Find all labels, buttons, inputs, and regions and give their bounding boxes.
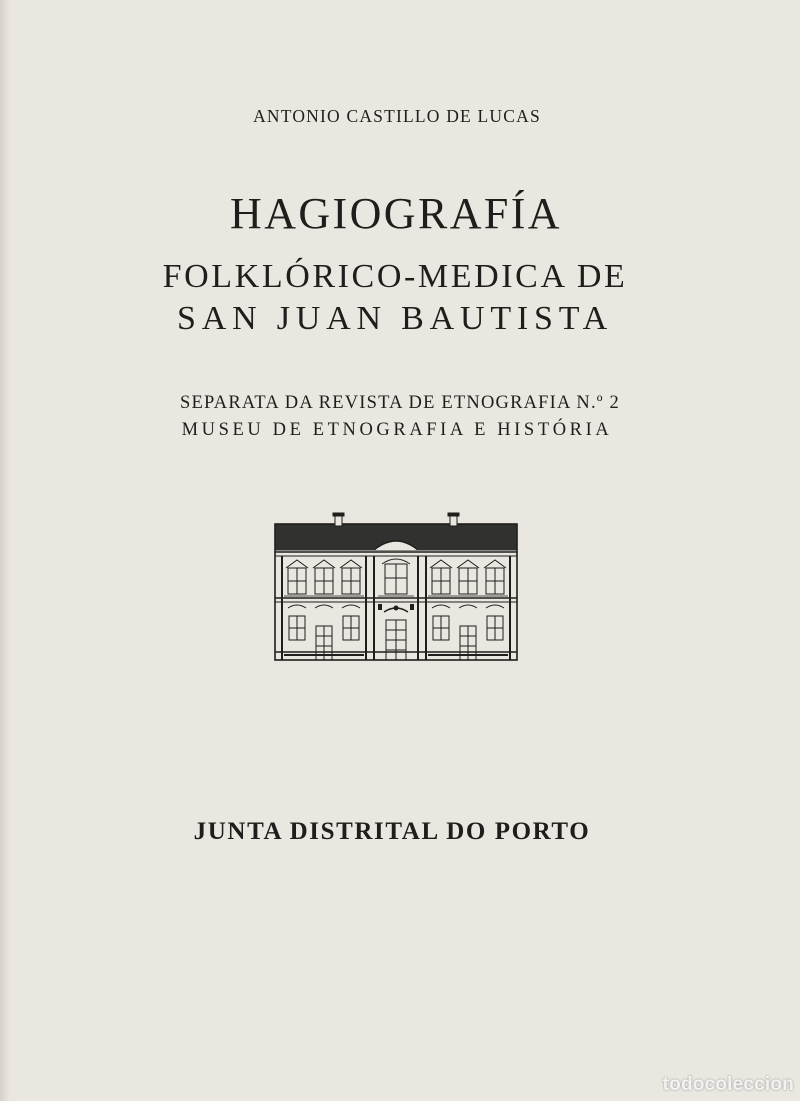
watermark: todocoleccion (662, 1074, 794, 1095)
book-subtitle-line-2: SAN JUAN BAUTISTA (177, 300, 613, 337)
museum-facade-illustration (274, 512, 518, 662)
separata-line-1: SEPARATA DA REVISTA DE ETNOGRAFIA N.º 2 (179, 393, 620, 413)
cover-edge-shadow (0, 0, 10, 1101)
author-name: ANTONIO CASTILLO DE LUCAS (253, 106, 541, 126)
separata-line-2: MUSEU DE ETNOGRAFIA E HISTÓRIA (181, 420, 613, 440)
book-title: HAGIOGRAFÍA (230, 189, 562, 238)
publisher-name: JUNTA DISTRITAL DO PORTO (193, 818, 591, 845)
book-subtitle-line-1: FOLKLÓRICO-MEDICA DE (162, 258, 628, 295)
